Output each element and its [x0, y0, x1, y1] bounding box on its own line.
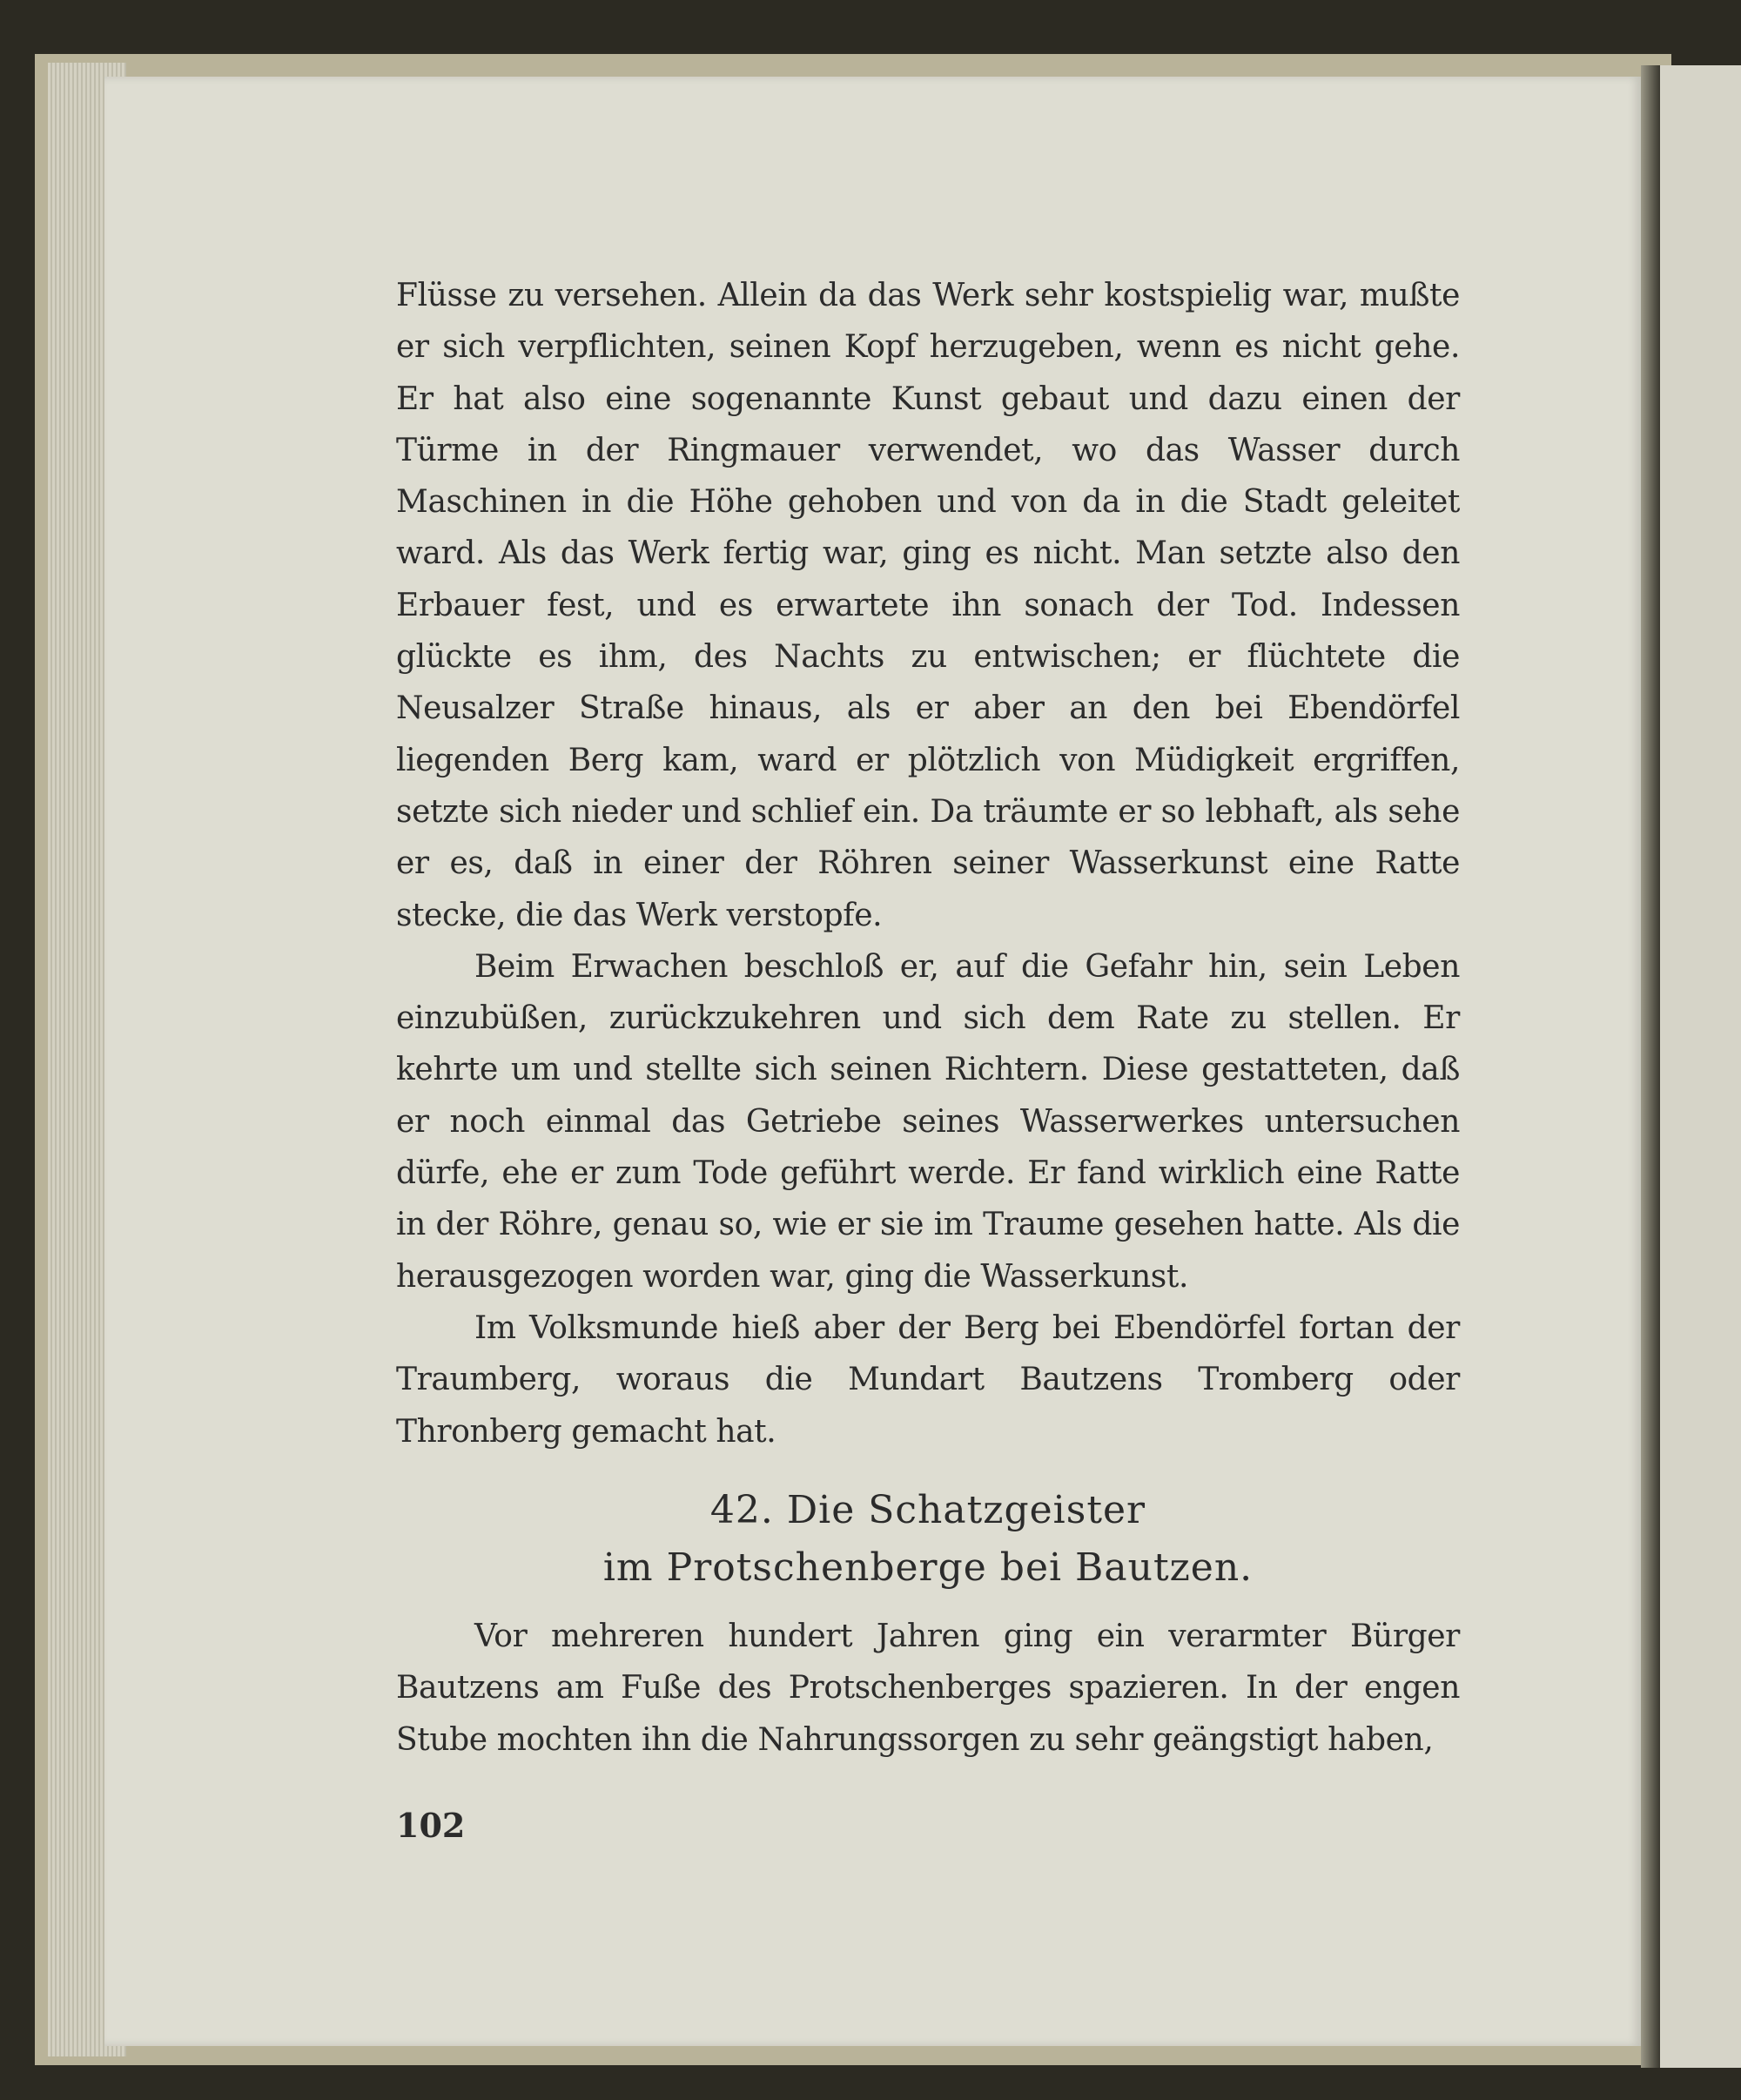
body-text [396, 270, 1460, 1457]
paragraph-awakening: Beim Erwachen beschloß er, auf die Gefahr hin, sein Leben einzubüßen, zurückzukehren und sich dem Rate zu stellen. Er kehrte um und stellte sich seinen Richtern. Diese gestatteten, daß er noch einmal das Getriebe seines Wasserwerkes untersuchen dürfe, ehe er zum Tode geführt werde. Er fand wirklich eine Ratte in der Röhre, genau so, wie er sie im Traume gesehen hatte. Als die herausgezogen worden war, ging die Wasserkunst. [396, 948, 1460, 1295]
paragraph-section-start: Vor mehreren hundert Jahren ging ein verarmter Bürger Bautzens am Fuße des Protschenberges spazieren. In der engen Stube mochten ihn die Nahrungssorgen zu sehr geängstigt haben, [396, 1619, 1460, 1758]
paragraph-continuation: Flüsse zu versehen. Allein da das Werk sehr kostspielig war, mußte er sich verpflichten, seinen Kopf herzugeben, wenn es nicht gehe. Er hat also eine sogenannte Kunst gebaut und dazu einen der Türme in der Ringmauer verwendet, wo das Wasser durch Maschinen in die Höhe gehoben und von da in die Stadt geleitet ward. Als das Werk fertig war, ging es nicht. Man setzte also den Erbauer fest, und es erwartete ihn sonach der Tod. Indessen glückte es ihm, des Nachts zu entwischen; er flüchtete die Neusalzer Straße hinaus, als er aber an den bei Ebendörfel liegenden Berg kam, ward er plötzlich von Müdigkeit ergriffen, setzte sich nieder und schlief ein. Da träumte er so lebhaft, als sehe er es, daß in einer der Röhren seiner Wasserkunst eine Ratte stecke, die das Werk verstopfe. [396, 278, 1460, 933]
facing-page-edge [1660, 65, 1741, 2068]
book-gutter [1641, 65, 1660, 2068]
paragraph-traumberg: Im Volksmunde hieß aber der Berg bei Ebendörfel fortan der Traumberg, woraus die Mundart Bautzens Tromberg oder Thronberg gemacht hat. [396, 1309, 1460, 1450]
section-body-text [396, 1611, 1460, 1766]
section-heading-line-1: 42. Die Schatzgeister [709, 1488, 1146, 1532]
page-number: 102 [396, 1806, 466, 1845]
section-heading-line-2: im Protschenberge bei Bautzen. [602, 1545, 1254, 1590]
section-heading [396, 1482, 1460, 1597]
